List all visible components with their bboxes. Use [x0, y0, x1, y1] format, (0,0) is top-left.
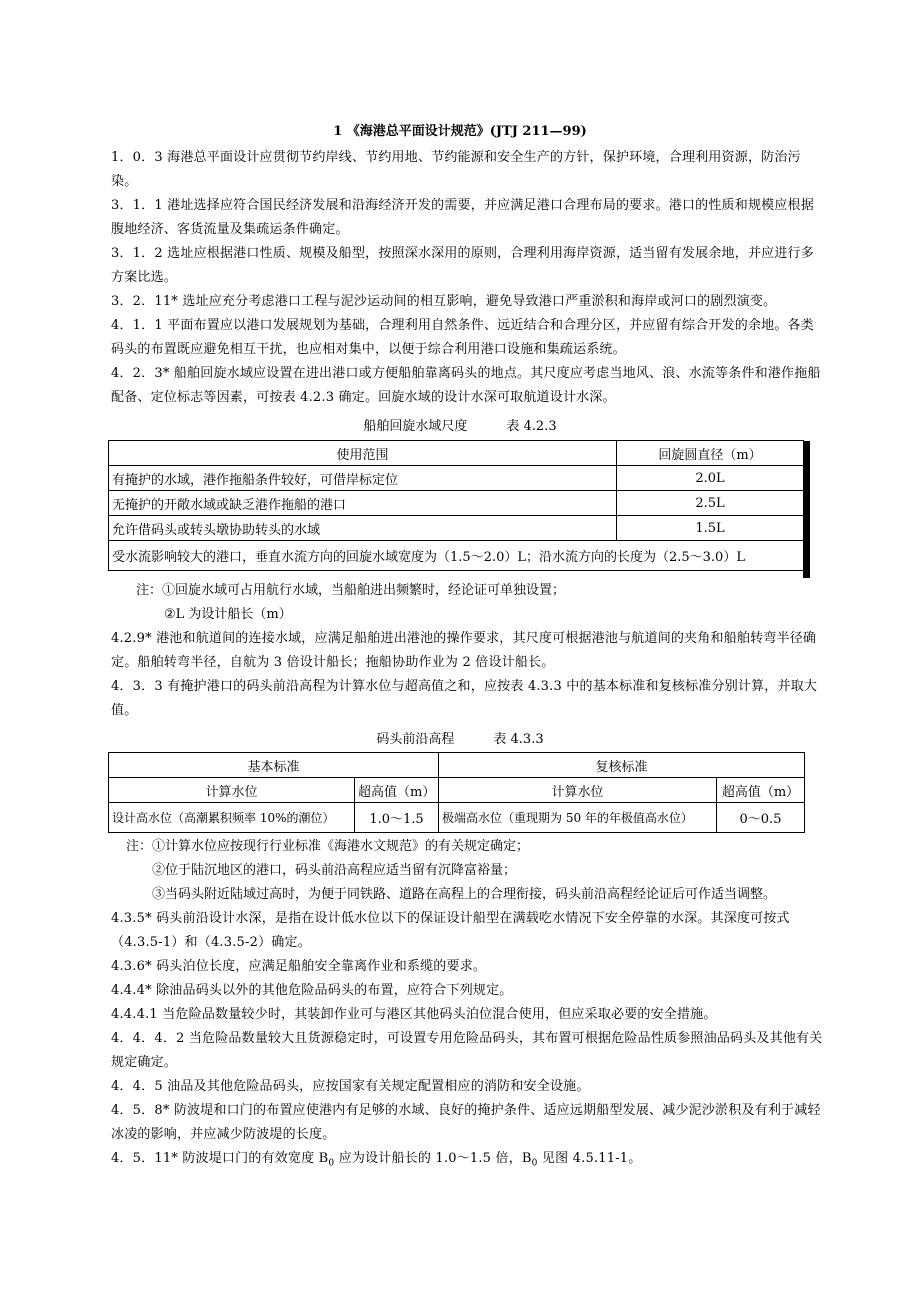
table-note: 注：①计算水位应按现行行业标准《海港水文规范》的有关规定确定； [126, 839, 530, 854]
table-cell: 有掩护的水域，港作拖船条件较好，可借岸标定位 [109, 466, 617, 491]
table-cell: 设计高水位（高潮累积频率 10%的潮位） [109, 803, 355, 833]
paragraph-3-1-2: 3．1．2 选址应根据港口性质、规模及船型，按照深水深用的原则，合理利用海岸资源，适当留有发展余地，并应进行多方案比选。 [111, 246, 814, 285]
paragraph-4-4-5: 4．4．5 油品及其他危险品码头，应按国家有关规定配置相应的消防和安全设施。 [111, 1079, 590, 1094]
table-note: 注：①回旋水域可占用航行水域，当船舶进出频繁时，经论证可单独设置； [136, 583, 566, 598]
table-cell: 允许借码头或转头墩协助转头的水域 [109, 516, 617, 541]
table-note: ②L 为设计船长（m） [164, 607, 292, 622]
table-cell: 1.0～1.5 [355, 803, 439, 833]
table-header-cell: 超高值（m） [717, 778, 805, 803]
table-header-row [109, 441, 804, 466]
table-cell: 无掩护的开敞水域或缺乏港作拖船的港口 [109, 491, 617, 516]
paragraph-4-2-3: 4．2．3* 船舶回旋水域应设置在进出港口或方便船舶靠离码头的地点。其尺度应考虑当地风、浪、水流等条件和港作拖船配备、定位标志等因素，可按表 4.2.3 确定。回旋水域的设计水深可取航道设计水深。 [111, 366, 821, 405]
table-4-3-3 [108, 752, 805, 833]
table-note: ②位于陆沉地区的港口，码头前沿高程应适当留有沉降富裕量； [152, 863, 517, 878]
paragraph-3-1-1: 3．1．1 港址选择应符合国民经济发展和沿海经济开发的需要，并应满足港口合理布局的要求。港口的性质和规模应根据腹地经济、客货流量及集疏运条件确定。 [111, 198, 814, 237]
table-cell: 0～0.5 [717, 803, 805, 833]
table-row [109, 803, 805, 833]
paragraph-4-4-4-1: 4.4.4.1 当危险品数量较少时，其装卸作业可与港区其他码头泊位混合使用，但应采取必要的安全措施。 [111, 1007, 717, 1022]
table-header-cell: 使用范围 [109, 441, 617, 466]
table-row [109, 516, 804, 541]
table-row [109, 466, 804, 491]
paragraph-text: 4．5．11* 防波堤口门的有效宽度 B [111, 1151, 329, 1166]
table-row [109, 541, 804, 571]
paragraph-4-2-9: 4.2.9* 港池和航道间的连接水域，应满足船舶进出港池的操作要求，其尺度可根据港池与航道间的夹角和船舶转弯半径确定。船舶转弯半径，自航为 3 倍设计船长；拖船协助作业为 2 倍设计船长。 [111, 631, 817, 670]
table-header-cell: 复核标准 [439, 753, 805, 778]
paragraph-4-1-1: 4．1．1 平面布置应以港口发展规划为基础，合理利用自然条件、远近结合和合理分区，并应留有综合开发的余地。各类码头的布置既应避免相互干扰，也应相对集中，以便于综合利用港口设施和集疏运系统。 [111, 318, 814, 357]
subscript: 0 [328, 1158, 335, 1169]
paragraph-4-3-5: 4.3.5* 码头前沿设计水深，是指在设计低水位以下的保证设计船型在满载吃水情况下安全停靠的水深。其深度可按式（4.3.5-1）和（4.3.5-2）确定。 [111, 911, 790, 950]
table-cell: 2.0L [617, 466, 804, 491]
paragraph-1-0-3: 1．0．3 海港总平面设计应贯彻节约岸线、节约用地、节约能源和安全生产的方针，保护环境，合理利用资源，防治污染。 [111, 150, 801, 189]
paragraph-text: 应为设计船长的 1.0～1.5 倍，B [334, 1151, 532, 1166]
paragraph-4-4-4-2: 4．4．4．2 当危险品数量较大且货源稳定时，可设置专用危险品码头，其布置可根据危险品性质参照油品码头及其他有关规定确定。 [111, 1031, 823, 1070]
paragraph-3-2-11: 3．2．11* 选址应充分考虑港口工程与泥沙运动间的相互影响，避免导致港口严重淤积和海岸或河口的剧烈演变。 [111, 294, 777, 309]
paragraph-4-5-11 [111, 1147, 823, 1176]
table-4-2-3-caption: 船舶回旋水域尺度 表 4.2.3 [363, 419, 557, 434]
table-cell: 极端高水位（重现期为 50 年的年极值高水位） [439, 803, 717, 833]
document-title: 1 《海港总平面设计规范》(JTJ 211—99) [333, 124, 587, 139]
subscript: 0 [531, 1158, 538, 1169]
table-header-cell: 回旋圆直径（m） [617, 441, 804, 466]
table-header-row [109, 753, 805, 778]
table-header-cell: 计算水位 [439, 778, 717, 803]
paragraph-4-3-6: 4.3.6* 码头泊位长度，应满足船舶安全靠离作业和系缆的要求。 [111, 959, 487, 974]
paragraph-4-4-4: 4.4.4* 除油品码头以外的其他危险品码头的布置，应符合下列规定。 [111, 983, 513, 998]
table-header-cell: 基本标准 [109, 753, 439, 778]
table-row [109, 491, 804, 516]
paragraph-4-5-8: 4．5．8* 防波堤和口门的布置应使港内有足够的水域、良好的掩护条件、适应远期船型发展、减少泥沙淤积及有利于减轻冰凌的影响，并应减少防波堤的长度。 [111, 1103, 821, 1142]
table-header-cell: 超高值（m） [355, 778, 439, 803]
table-4-2-3 [108, 440, 804, 571]
paragraph-4-3-3: 4．3．3 有掩护港口的码头前沿高程为计算水位与超高值之和，应按表 4.3.3 中的基本标准和复核标准分别计算，并取大值。 [111, 679, 818, 718]
table-header-cell: 计算水位 [109, 778, 355, 803]
table-note: ③当码头附近陆域过高时，为便于同铁路、道路在高程上的合理衔接，码头前沿高程经论证后可作适当调整。 [152, 887, 777, 902]
table-subheader-row [109, 778, 805, 803]
paragraph-text: 见图 4.5.11-1。 [537, 1151, 642, 1166]
table-4-3-3-caption: 码头前沿高程 表 4.3.3 [376, 732, 544, 747]
table-cell: 受水流影响较大的港口，垂直水流方向的回旋水域宽度为（1.5～2.0）L；沿水流方向的长度为（2.5～3.0）L [109, 541, 804, 571]
table-cell: 1.5L [617, 516, 804, 541]
table-cell: 2.5L [617, 491, 804, 516]
table-shadow [803, 441, 810, 578]
